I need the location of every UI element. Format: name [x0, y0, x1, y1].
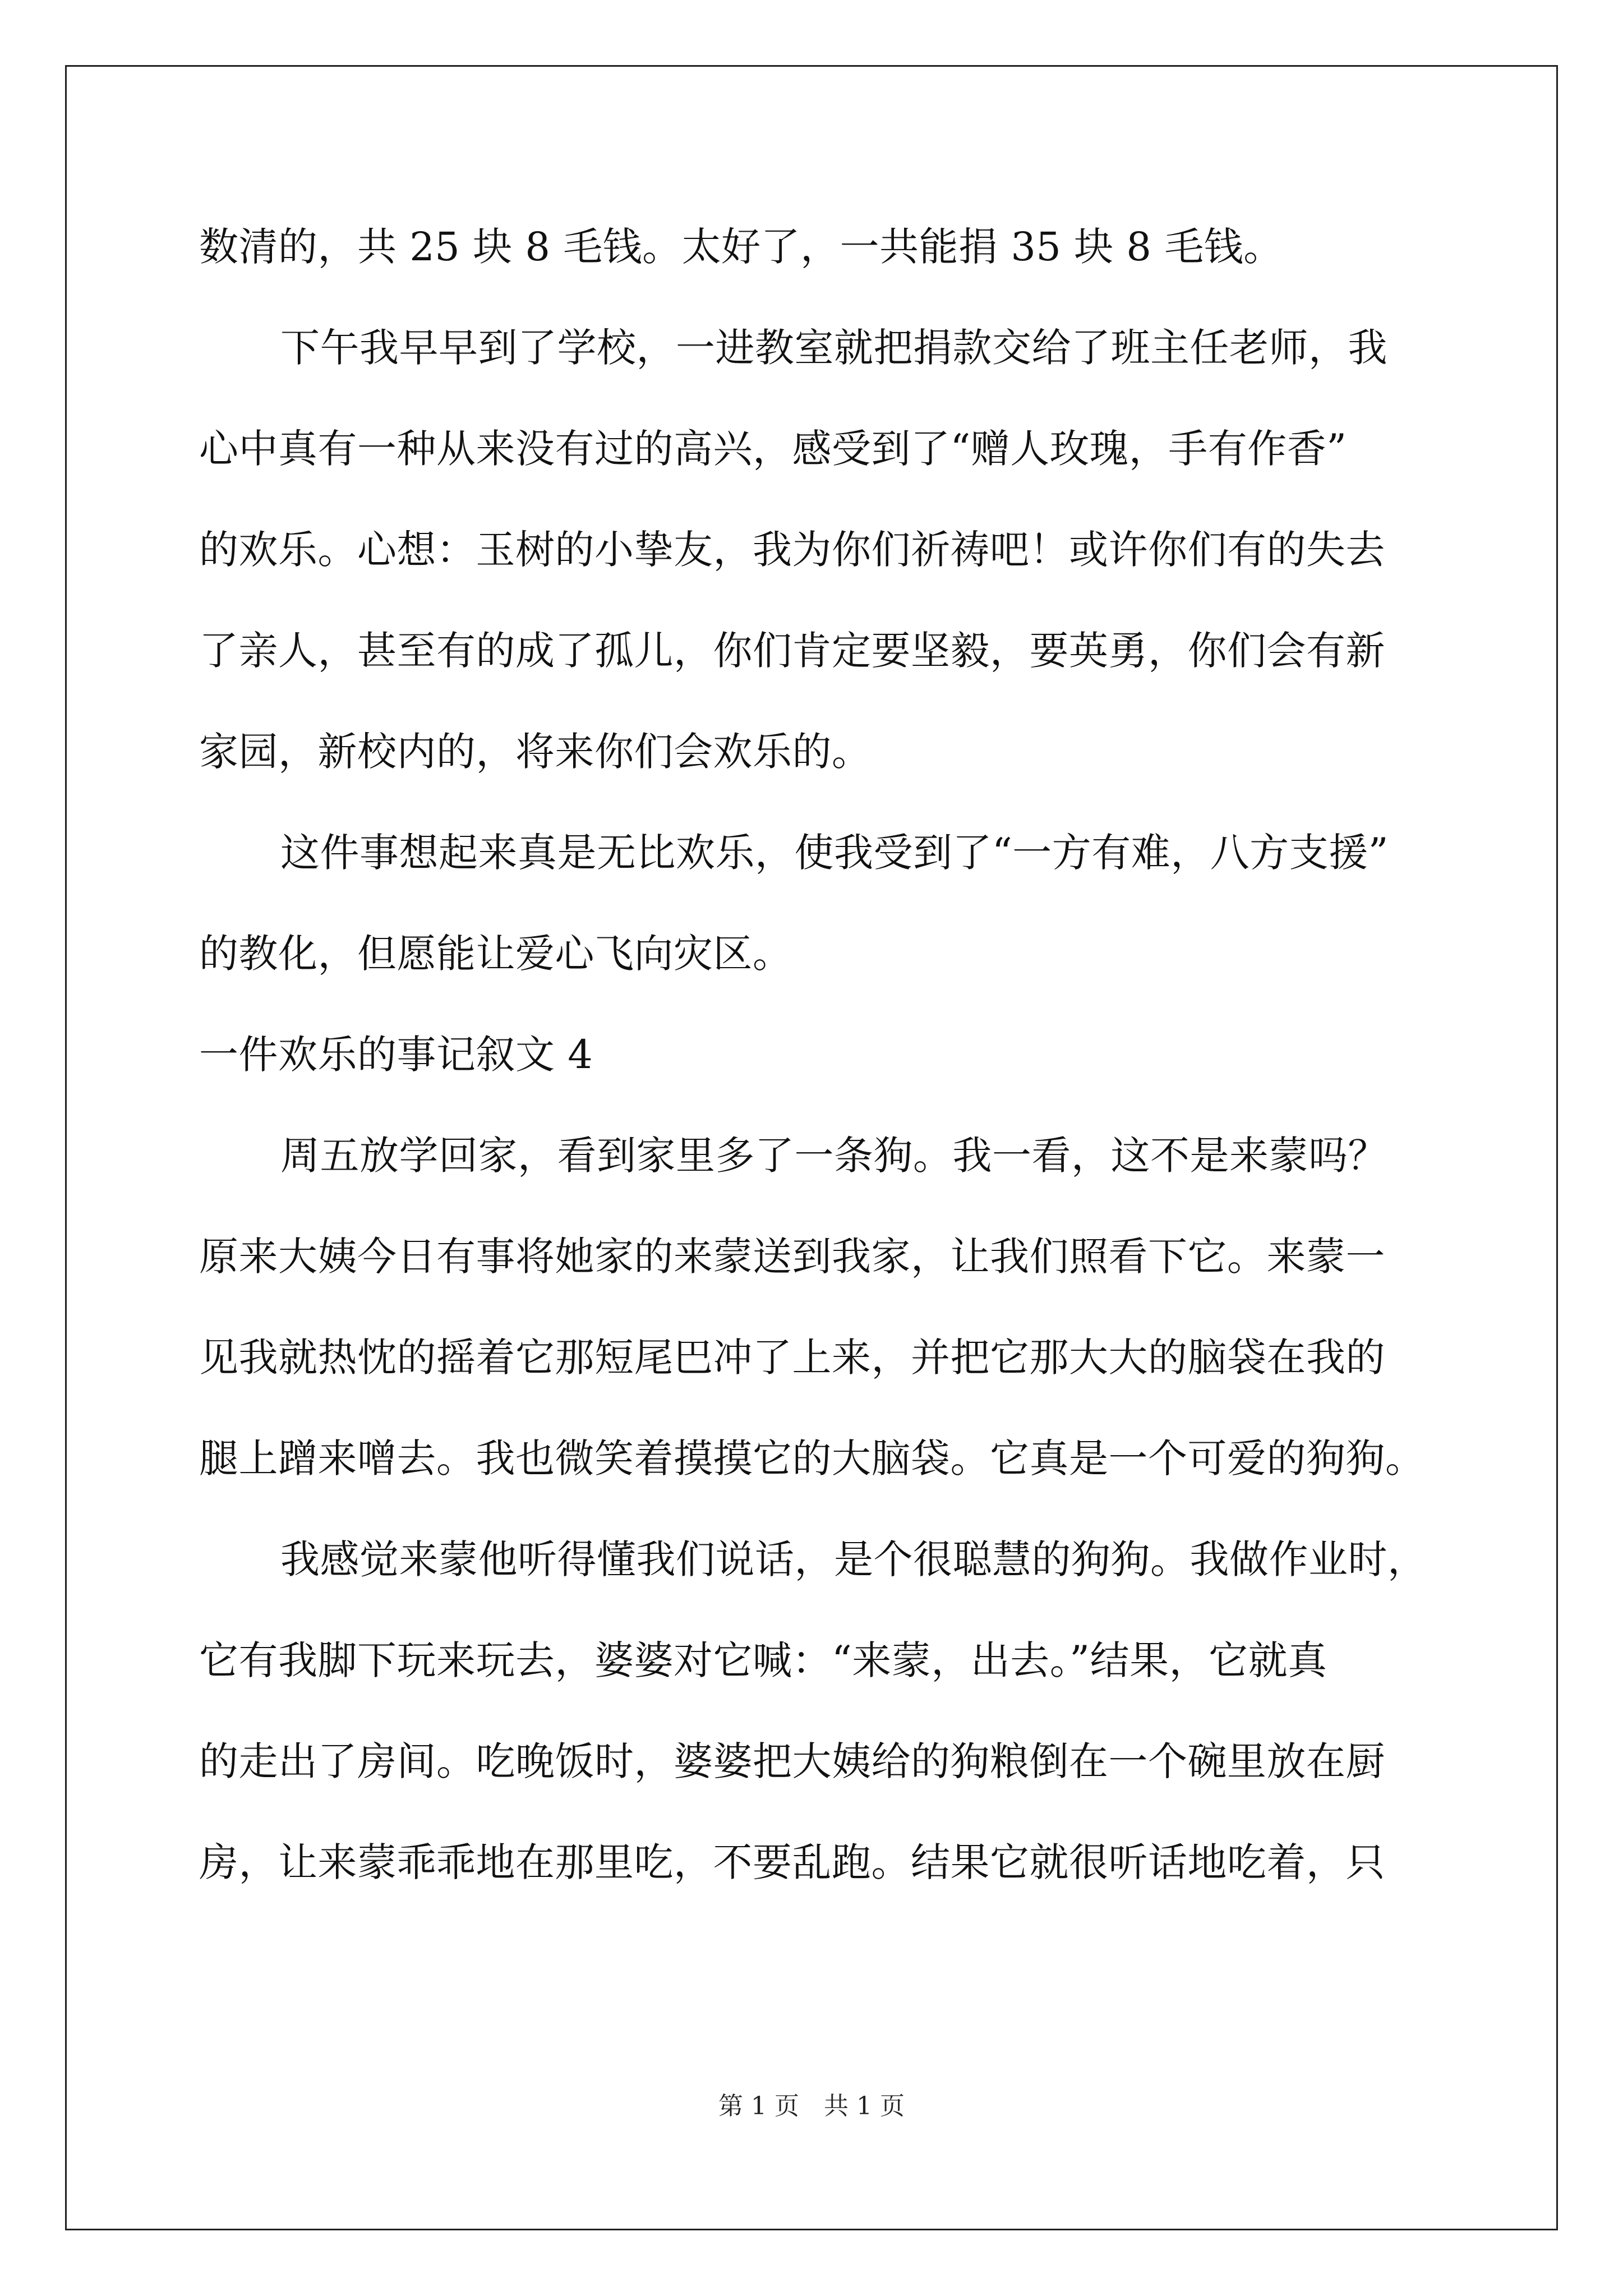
- text-line: 的欢乐。心想：玉树的小挚友，我为你们祈祷吧！或许你们有的失去: [199, 527, 1385, 573]
- text-line: 心中真有一种从来没有过的高兴，感受到了“赠人玫瑰，手有作香”: [199, 426, 1347, 472]
- text-line: 家园，新校内的，将来你们会欢乐的。: [199, 729, 872, 775]
- text-line: 了亲人，甚至有的成了孤儿，你们肯定要坚毅，要英勇，你们会有新: [199, 628, 1385, 674]
- section-heading: 一件欢乐的事记叙文 4: [199, 1032, 593, 1078]
- text-line: 原来大姨今日有事将她家的来蒙送到我家，让我们照看下它。来蒙一: [199, 1234, 1385, 1280]
- text-line: 的走出了房间。吃晚饭时，婆婆把大姨给的狗粮倒在一个碗里放在厨: [199, 1738, 1385, 1784]
- paragraph-start-line: 我感觉来蒙他听得懂我们说话，是个很聪慧的狗狗。我做作业时，: [280, 1536, 1427, 1582]
- paragraph-start-line: 周五放学回家，看到家里多了一条狗。我一看，这不是来蒙吗？: [280, 1133, 1387, 1179]
- text-line: 见我就热忱的摇着它那短尾巴冲了上来，并把它那大大的脑袋在我的: [199, 1335, 1385, 1381]
- paragraph-start-line: 下午我早早到了学校，一进教室就把捐款交给了班主任老师，我: [280, 325, 1387, 371]
- page-footer: 第 1 页 共 1 页: [718, 2092, 905, 2120]
- text-line: 腿上蹭来噌去。我也微笑着摸摸它的大脑袋。它真是一个可爱的狗狗。: [199, 1435, 1425, 1481]
- text-line: 房，让来蒙乖乖地在那里吃，不要乱跑。结果它就很听话地吃着，只: [199, 1839, 1385, 1885]
- text-line: 它有我脚下玩来玩去，婆婆对它喊：“来蒙，出去。”结果，它就真: [199, 1637, 1327, 1683]
- paragraph-start-line: 这件事想起来真是无比欢乐，使我受到了“一方有难，八方支援”: [280, 830, 1389, 876]
- text-line: 的教化，但愿能让爱心飞向灾区。: [199, 931, 792, 977]
- text-line: 数清的，共 25 块 8 毛钱。太好了，一共能捐 35 块 8 毛钱。: [199, 224, 1283, 270]
